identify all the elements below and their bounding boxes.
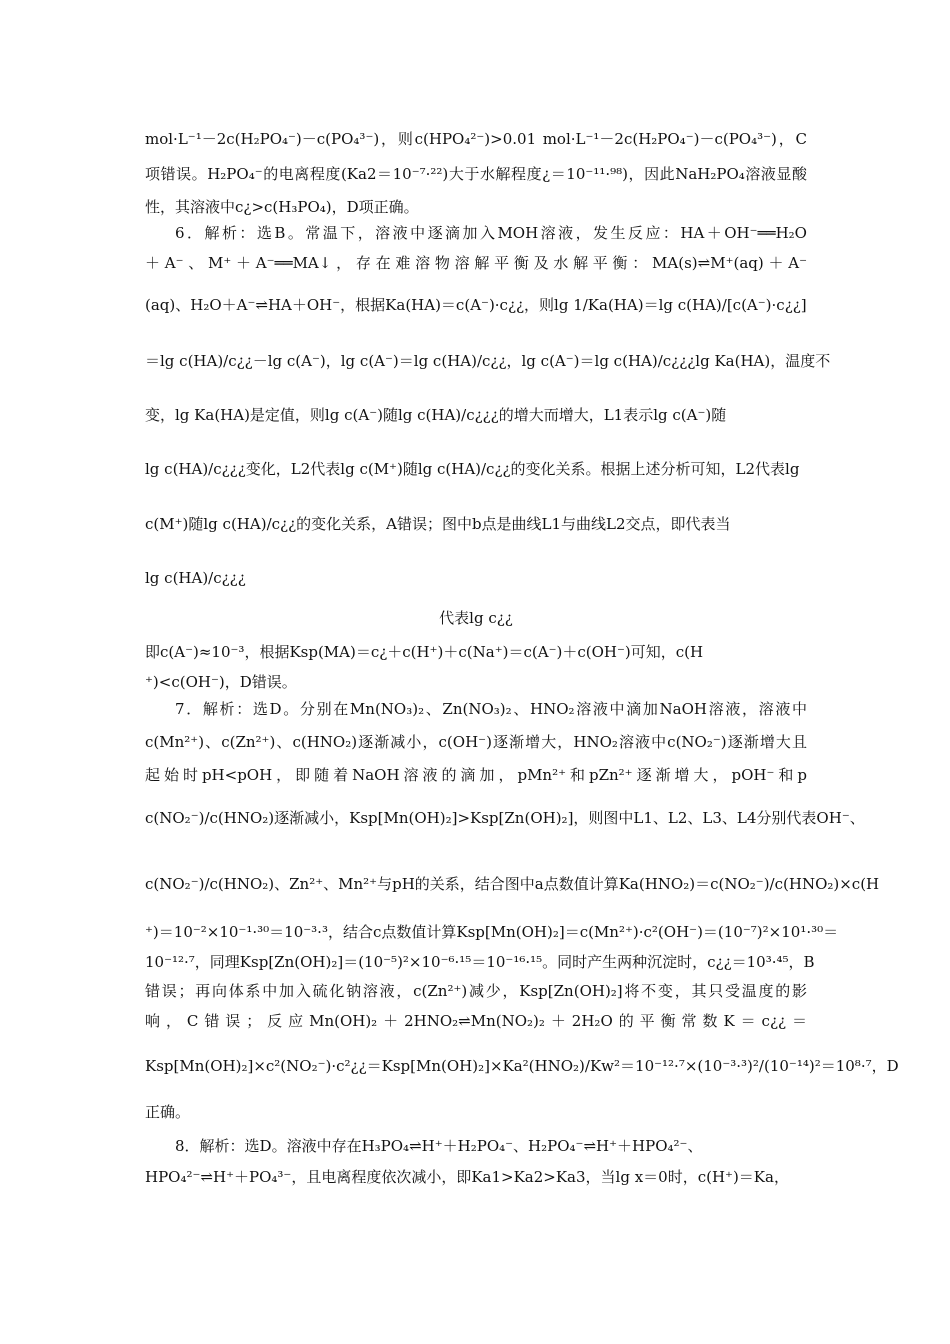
text-line-13: 即c(A⁻)≈10⁻³，根据Ksp(MA)＝c¿＋c(H⁺)＋c(Na⁺)＝c(A⁻)＋c(OH⁻)可知，c(H [145, 643, 704, 661]
text-line-25: 正确。 [145, 1103, 191, 1121]
text-line-27: HPO₄²⁻⇌H⁺＋PO₄³⁻，且电离程度依次减小，即Ka1>Ka2>Ka3，当lg x＝0时，c(H⁺)＝Ka， [145, 1168, 789, 1186]
text-line-24: Ksp[Mn(OH)₂]×c²(NO₂⁻)·c²¿¿＝Ksp[Mn(OH)₂]×Ka²(HNO₂)/Kw²＝10⁻¹²·⁷×(10⁻³·³)²/(10⁻¹⁴)²＝10⁸·⁷，D [145, 1057, 899, 1075]
text-line-centered: 代表lg c¿¿ [439, 609, 513, 627]
text-line-q6-start: 6．解析：选B。常温下，溶液中逐滴加入MOH溶液，发生反应：HA＋OH⁻══H₂O [175, 224, 807, 242]
text-line-6: (aq)、H₂O＋A⁻⇌HA＋OH⁻，根据Ka(HA)＝c(A⁻)·c¿¿，则lg 1/Ka(HA)＝lg c(HA)/[c(A⁻)·c¿¿] [145, 296, 807, 314]
text-line-q7-start: 7．解析：选D。分别在Mn(NO₃)₂、Zn(NO₃)₂、HNO₂溶液中滴加NaOH溶液，溶液中 [175, 700, 807, 718]
text-line-9: lg c(HA)/c¿¿¿变化，L2代表lg c(M⁺)随lg c(HA)/c¿¿的变化关系。根据上述分析可知，L2代表lg [145, 460, 800, 478]
text-line-1: mol·L⁻¹－2c(H₂PO₄⁻)－c(PO₄³⁻)，则c(HPO₄²⁻)>0.01 mol·L⁻¹－2c(H₂PO₄⁻)－c(PO₄³⁻)，C [145, 130, 807, 148]
text-line-17: 起始时pH<pOH，即随着NaOH溶液的滴加，pMn²⁺和pZn²⁺逐渐增大，pOH⁻和p [145, 766, 807, 784]
text-line-8: 变，lg Ka(HA)是定值，则lg c(A⁻)随lg c(HA)/c¿¿¿的增大而增大，L1表示lg c(A⁻)随 [145, 406, 727, 424]
text-line-q8-start: 8．解析：选D。溶液中存在H₃PO₄⇌H⁺＋H₂PO₄⁻、H₂PO₄⁻⇌H⁺＋HPO₄²⁻、 [175, 1137, 703, 1155]
text-line-3: 性，其溶液中c¿>c(H₃PO₄)，D项正确。 [145, 198, 419, 216]
text-line-21: 10⁻¹²·⁷，同理Ksp[Zn(OH)₂]＝(10⁻⁵)²×10⁻⁶·¹⁵＝10⁻¹⁶·¹⁵。同时产生两种沉淀时，c¿¿＝10³·⁴⁵，B [145, 953, 815, 971]
text-line-23: 响，C错误；反应Mn(OH)₂＋2HNO₂⇌Mn(NO₂)₂＋2H₂O的平衡常数K＝c¿¿＝ [145, 1012, 807, 1030]
text-line-18: c(NO₂⁻)/c(HNO₂)逐渐减小，Ksp[Mn(OH)₂]>Ksp[Zn(OH)₂]，则图中L1、L2、L3、L4分别代表OH⁻、 [145, 809, 865, 827]
text-line-2: 项错误。H₂PO₄⁻的电离程度(Ka2＝10⁻⁷·²²)大于水解程度¿＝10⁻¹¹·⁹⁸)，因此NaH₂PO₄溶液显酸 [145, 165, 807, 183]
text-line-22: 错误；再向体系中加入硫化钠溶液，c(Zn²⁺)减少，Ksp[Zn(OH)₂]将不变，其只受温度的影 [145, 982, 807, 1000]
text-line-16: c(Mn²⁺)、c(Zn²⁺)、c(HNO₂)逐渐减小，c(OH⁻)逐渐增大，HNO₂溶液中c(NO₂⁻)逐渐增大且 [145, 733, 807, 751]
text-line-19: c(NO₂⁻)/c(HNO₂)、Zn²⁺、Mn²⁺与pH的关系，结合图中a点数值计算Ka(HNO₂)＝c(NO₂⁻)/c(HNO₂)×c(H [145, 875, 880, 893]
text-line-10: c(M⁺)随lg c(HA)/c¿¿的变化关系，A错误；图中b点是曲线L1与曲线L2交点，即代表当 [145, 515, 731, 533]
text-line-14: ⁺)<c(OH⁻)，D错误。 [145, 673, 297, 691]
text-line-20: ⁺)＝10⁻²×10⁻¹·³⁰＝10⁻³·³，结合c点数值计算Ksp[Mn(OH)₂]＝c(Mn²⁺)·c²(OH⁻)＝(10⁻⁷)²×10¹·³⁰＝ [145, 923, 839, 941]
text-line-7: ＝lg c(HA)/c¿¿－lg c(A⁻)，lg c(A⁻)＝lg c(HA)/c¿¿，lg c(A⁻)＝lg c(HA)/c¿¿¿lg Ka(HA)，温度不 [145, 352, 831, 370]
text-line-11: lg c(HA)/c¿¿¿ [145, 569, 246, 587]
text-line-5: ＋A⁻、M⁺＋A⁻══MA↓，存在难溶物溶解平衡及水解平衡：MA(s)⇌M⁺(aq)＋A⁻ [145, 254, 807, 272]
